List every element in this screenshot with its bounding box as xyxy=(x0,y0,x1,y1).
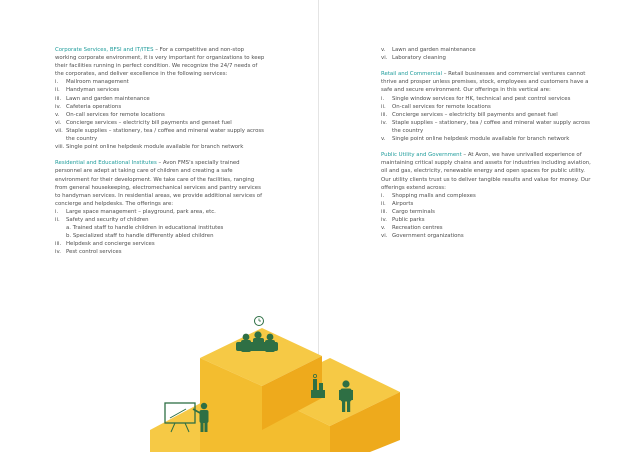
list-item: v. On-call services for remote locations xyxy=(55,111,165,118)
people-group-icon xyxy=(236,331,278,352)
left-column xyxy=(55,46,265,256)
list-item: ii. Airports xyxy=(381,200,414,207)
list-subitem: b. Specialized staff to handle differently abled children xyxy=(66,233,214,240)
list-item: i. Large space management – playground, park area, etc. xyxy=(55,208,216,215)
list-item: i. Single window services for HK, technical and pest control services xyxy=(381,95,571,102)
list-item: vi. Laboratory cleaning xyxy=(381,55,446,62)
list-item: ii. Handyman services xyxy=(55,87,120,94)
list-item: v. Single point online helpdesk module available for branch network xyxy=(381,136,570,143)
corporate-section-heading: Corporate Services, BFSI and IT/ITES xyxy=(55,47,154,53)
corporate-services-list xyxy=(55,78,265,151)
retail-section-heading: Retail and Commercial xyxy=(381,71,443,78)
list-item: vii. Staple supplies – stationery, tea / coffee and mineral water supply across the country xyxy=(55,127,264,143)
list-item: iv. Public parks xyxy=(381,216,425,223)
list-item: iii. Cargo terminals xyxy=(381,208,435,215)
public-utility-list xyxy=(381,192,591,241)
list-item: iii. Concierge services – electricity bill payments and genset fuel xyxy=(381,111,558,118)
clock-icon xyxy=(255,317,264,326)
list-item: i. Shopping malls and complexes xyxy=(381,192,476,199)
list-item: vi. Concierge services – electricity bill payments and genset fuel xyxy=(55,119,232,126)
list-item: ii. On-call services for remote locations xyxy=(381,103,491,110)
residential-section-heading: Residential and Educational Institutes xyxy=(55,160,157,167)
list-item: vi. Government organizations xyxy=(381,233,464,240)
list-item: iv. Staple supplies – stationery, tea / coffee and mineral water supply across the country xyxy=(381,119,590,134)
list-item: iv. Pest control services xyxy=(55,249,122,256)
list-item: iii. Lawn and garden maintenance xyxy=(55,95,150,102)
right-column xyxy=(381,46,591,240)
retail-section-intro: Retail and Commercial – Retail businesses and commercial ventures cannot thrive and prosper unless premises, stock, employees and customers have a safe and secure environment. Our offerings in this vertical are: xyxy=(381,71,589,94)
list-item: ii. Safety and security of children xyxy=(55,216,149,223)
list-item: v. Recreation centres xyxy=(381,225,443,232)
list-item: v. Lawn and garden maintenance xyxy=(381,47,476,53)
public-utility-section-heading: Public Utility and Government xyxy=(381,152,462,159)
corporate-section-intro: Corporate Services, BFSI and IT/ITES – For a competitive and non-stop working corporate environment, it is very important for organizations to keep their facilities running in perfect condition. We recognize the 24/7 needs of the corporates, and deliver excellence in the following services: xyxy=(55,47,265,78)
list-item: iii. Helpdesk and concierge services xyxy=(55,241,155,248)
continued-list xyxy=(381,46,591,62)
steps-illustration xyxy=(150,310,468,452)
retail-services-list xyxy=(381,95,591,144)
list-subitem: a. Trained staff to handle children in educational institutes xyxy=(66,225,224,232)
public-utility-section-intro: Public Utility and Government – At Avon, we have unrivalled experience of maintaining critical supply chains and assets for industries including aviation, oil and gas, electricity, renewable energy and open spaces for public utility. Our utility clients trust us to deliver tangible results and value for money. Our offerings extend across: xyxy=(381,152,591,191)
residential-services-list xyxy=(55,208,265,257)
list-item: i. Mailroom management xyxy=(55,79,129,86)
list-item: viii. Single point online helpdesk module available for branch network xyxy=(55,144,244,151)
list-item: iv. Cafeteria operations xyxy=(55,103,122,110)
residential-section-intro: Residential and Educational Institutes – Avon FMS's specially trained personnel are adept at taking care of children and creating a safe environment for their development. We take care of the facilities, ranging from general housekeeping, electromechanical services and pantry services to handyman services. In residential areas, we provide additional services of concierge and helpdesks. The offerings are: xyxy=(55,160,262,207)
